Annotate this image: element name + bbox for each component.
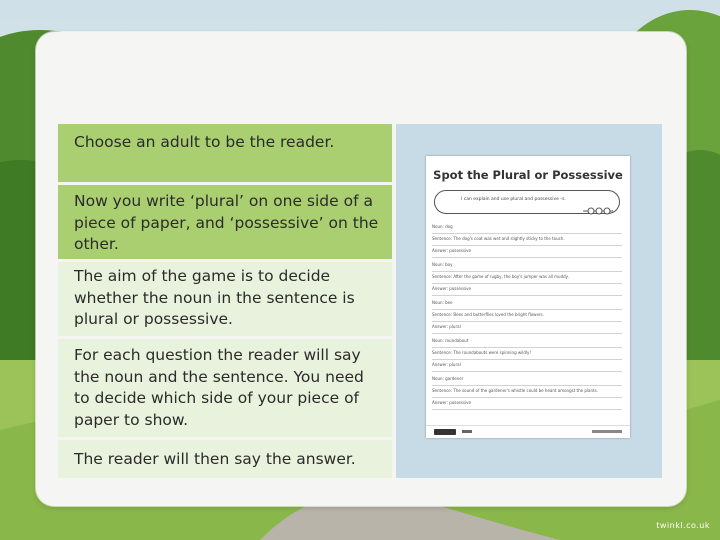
instruction-row [58,124,392,182]
instruction-row [58,262,392,336]
instruction-row [58,185,392,259]
question-sentence: Sentence: The roundabouts were spinning wildly! [432,348,622,360]
worksheet-question [432,298,622,334]
worksheet-thumbnail[interactable] [426,156,630,438]
footer-url [592,430,622,433]
twinkl-logo-icon [434,429,456,435]
question-noun: Noun: dog [432,222,622,234]
question-noun: Noun: bee [432,298,622,310]
worksheet-question [432,260,622,296]
question-answer: Answer: possessive [432,398,622,410]
progress-dots-icon [583,207,613,215]
footer-mark [462,430,472,433]
instruction-text: The reader will then say the answer. [74,450,356,468]
instruction-row [58,440,392,478]
worksheet-question [432,336,622,372]
watermark: twinkl.co.uk [656,521,710,530]
question-sentence: Sentence: Bees and butterflies loved the bright flowers. [432,310,622,322]
question-answer: Answer: plural [432,360,622,372]
worksheet-question [432,222,622,258]
question-sentence: Sentence: The dog's coat was wet and slightly sticky to the touch. [432,234,622,246]
instruction-list [58,124,392,478]
question-answer: Answer: possessive [432,246,622,258]
worksheet-footer [426,425,630,438]
instruction-row [58,339,392,437]
worksheet-title: Spot the Plural or Possessive [433,168,623,182]
question-noun: Noun: roundabout [432,336,622,348]
question-noun: Noun: boy [432,260,622,272]
question-sentence: Sentence: After the game of rugby, the boy's jumper was all muddy. [432,272,622,284]
question-answer: Answer: plural [432,322,622,334]
question-noun: Noun: gardener [432,374,622,386]
objective-text: I can explain and use plural and possessive -s. [461,197,566,202]
question-sentence: Sentence: The sound of the gardener's whistle could be heard amongst the plants. [432,386,622,398]
instruction-text: For each question the reader will say the noun and the sentence. You need to decide which side of your piece of paper to show. [74,346,364,429]
instruction-text: The aim of the game is to decide whether the noun in the sentence is plural or possessive. [74,267,355,328]
instruction-text: Now you write ‘plural’ on one side of a piece of paper, and ‘possessive’ on the other. [74,192,379,253]
objective-banner [434,190,620,214]
instruction-text: Choose an adult to be the reader. [74,133,335,151]
question-answer: Answer: possessive [432,284,622,296]
worksheet-question [432,374,622,410]
